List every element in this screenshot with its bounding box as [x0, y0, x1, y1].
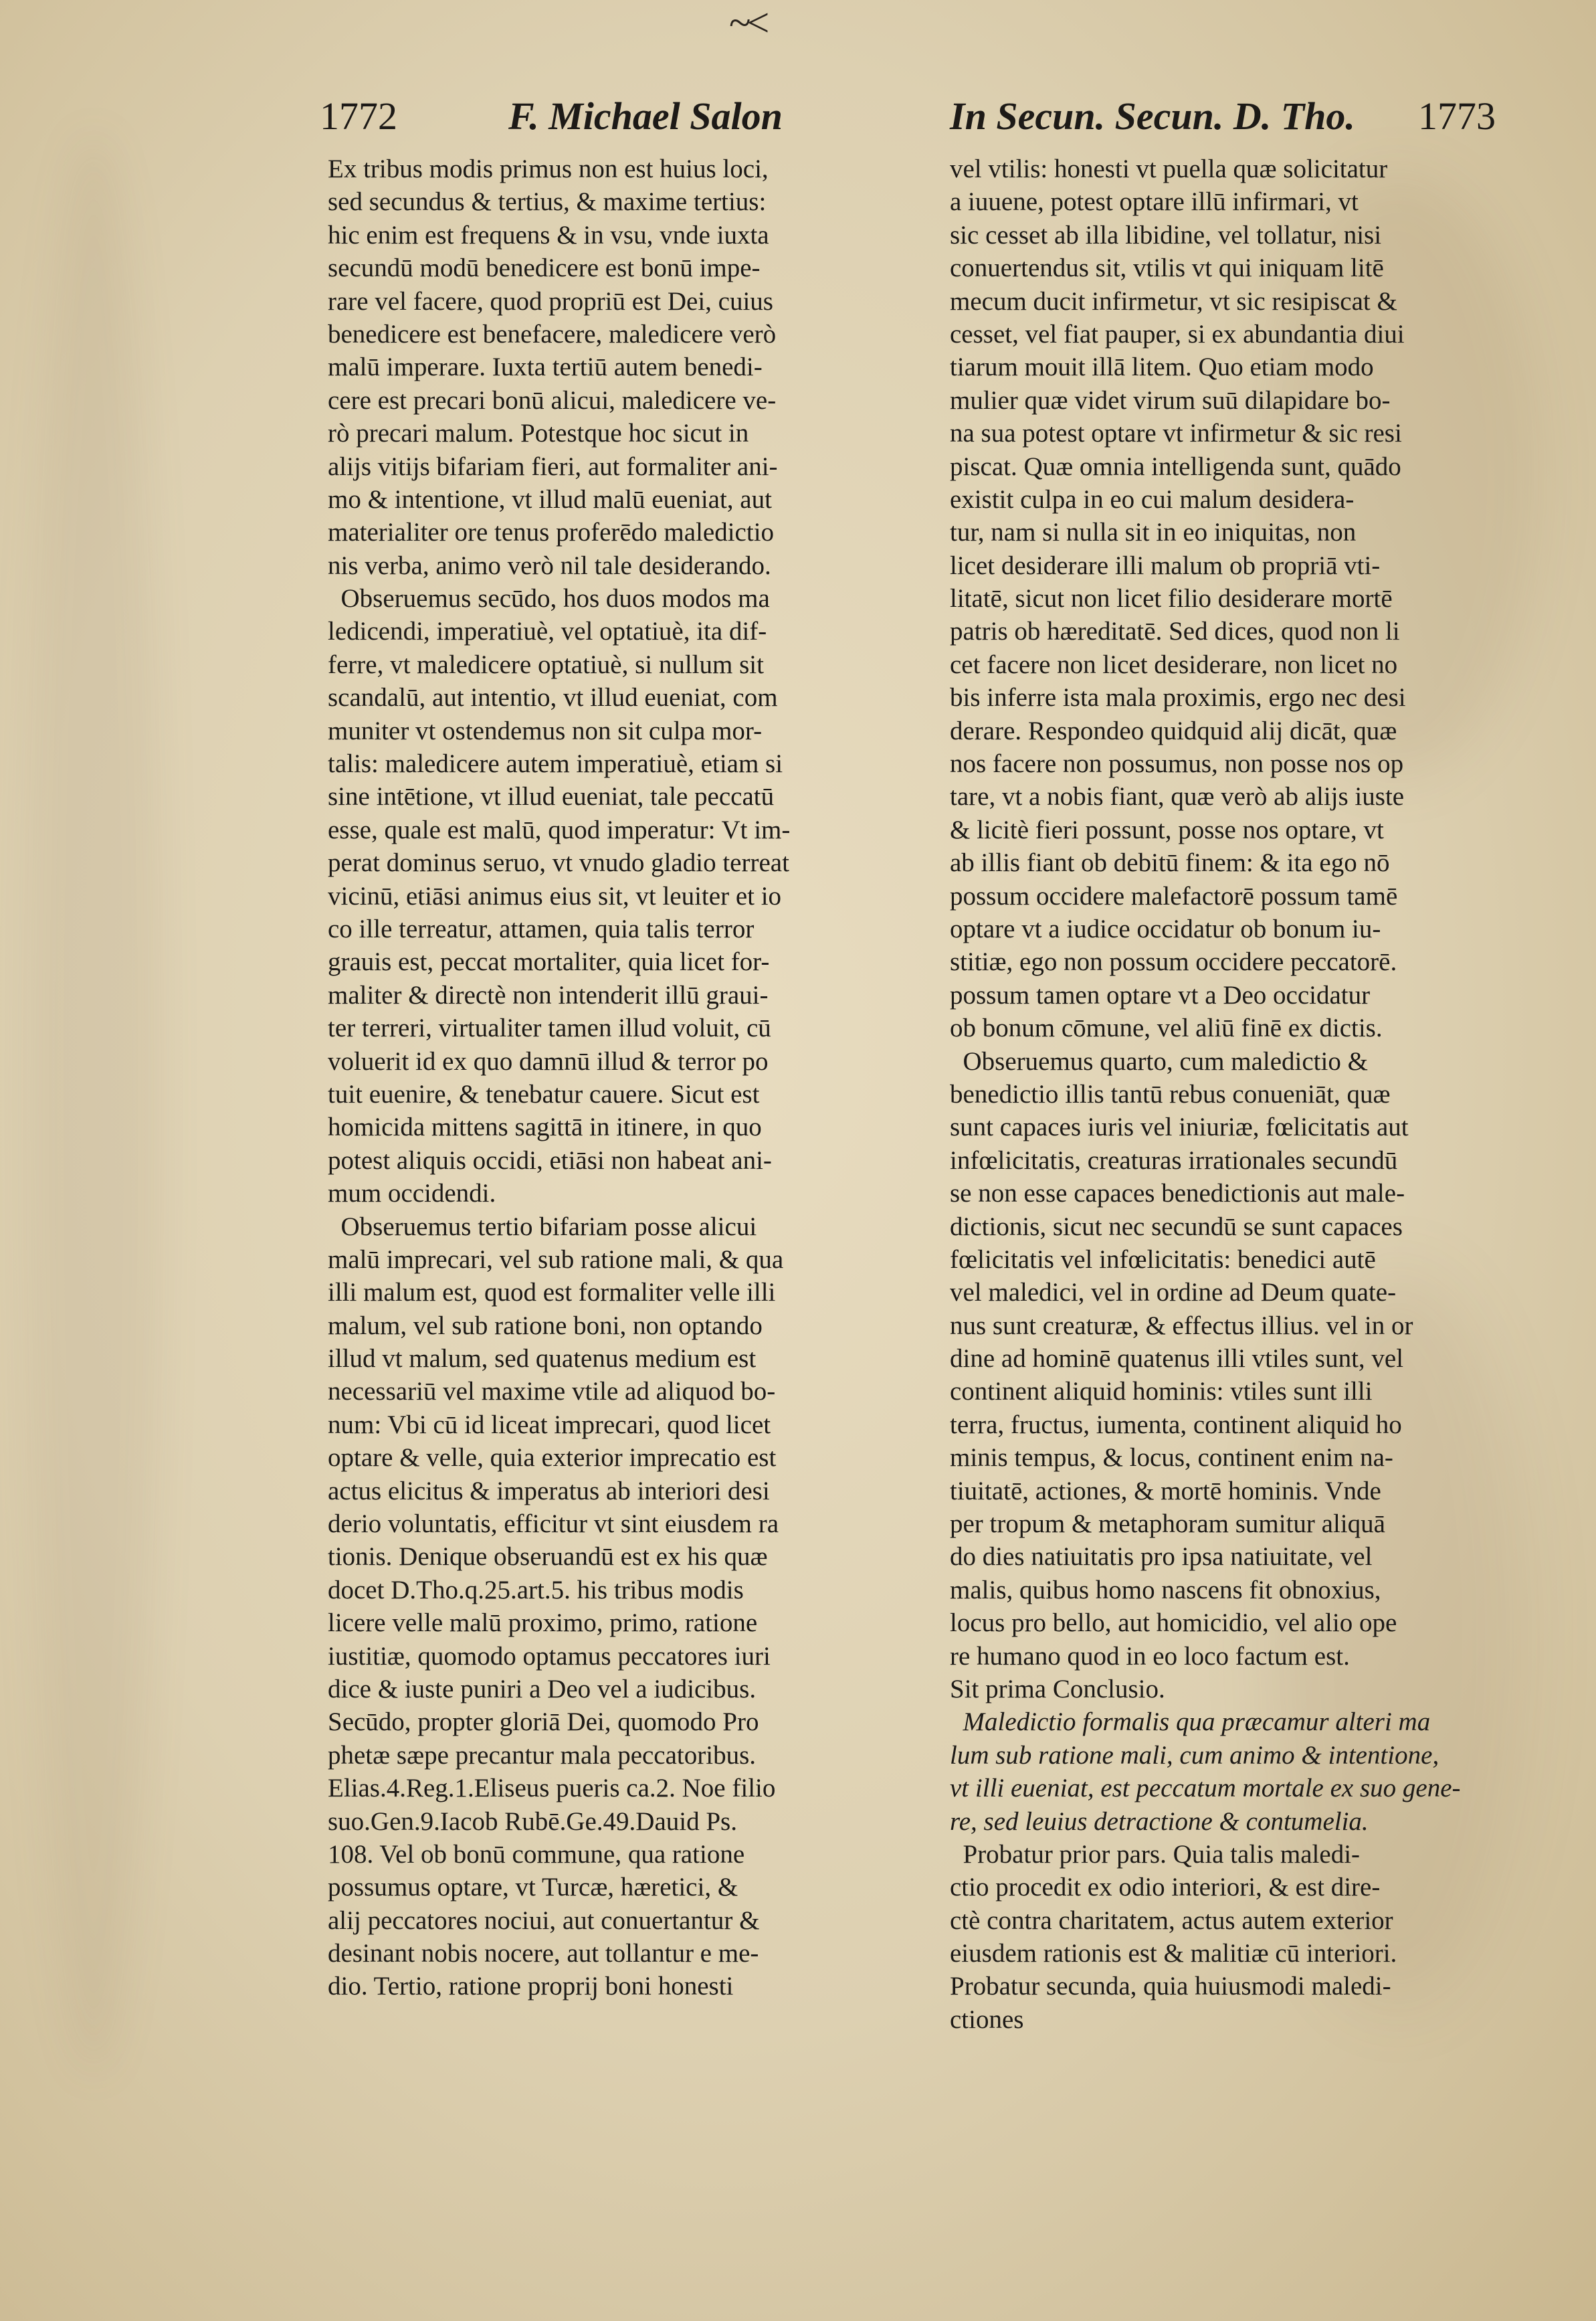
text-line: & licitè fieri possunt, posse nos optare, vt — [950, 815, 1384, 844]
text-line: tur, nam si nulla sit in eo iniquitas, non — [950, 518, 1357, 547]
text-line: maliter & directè non intenderit illū graui- — [328, 980, 769, 1010]
text-line: minis tempus, & locus, continent enim na- — [950, 1443, 1393, 1473]
paper-stain — [27, 134, 161, 2074]
text-line: alij peccatores nociui, aut conuertantur & — [328, 1906, 760, 1935]
running-title-right: In Secun. Secun. D. Tho. — [950, 94, 1355, 138]
right-text-column — [950, 153, 1461, 2036]
text-line: cet facere non licet desiderare, non licet no — [950, 650, 1398, 679]
text-line: nus sunt creaturæ, & effectus illius. vel in or — [950, 1311, 1413, 1340]
text-line: infœlicitatis, creaturas irrationales secundū — [950, 1145, 1398, 1175]
text-line: talis: maledicere autem imperatiuè, etiam si — [328, 749, 783, 779]
text-line: desinant nobis nocere, aut tollantur e me- — [328, 1939, 759, 1968]
running-header — [0, 94, 1596, 147]
text-line: cesset, vel fiat pauper, si ex abundantia diui — [950, 319, 1405, 349]
text-line: ctio procedit ex odio interiori, & est dire- — [950, 1873, 1381, 1902]
text-line: re, sed leuius detractione & contumelia. — [950, 1806, 1369, 1836]
text-line: vicinū, etiāsi animus eius sit, vt leuiter et io — [328, 881, 782, 911]
text-line: suo.Gen.9.Iacob Rubē.Ge.49.Dauid Ps. — [328, 1806, 737, 1836]
text-line: dio. Tertio, ratione proprij boni honesti — [328, 1972, 734, 2001]
text-line: patris ob hæreditatē. Sed dices, quod non li — [950, 617, 1400, 646]
text-line: Maledictio formalis qua præcamur alteri ma — [950, 1707, 1431, 1737]
text-line: co ille terreatur, attamen, quia talis terror — [328, 914, 755, 943]
text-line: benedictio illis tantū rebus conueniāt, quæ — [950, 1079, 1391, 1109]
text-line: re humano quod in eo loco factum est. — [950, 1641, 1350, 1671]
text-line: possumus optare, vt Turcæ, hæretici, & — [328, 1873, 738, 1902]
text-line: sunt capaces iuris vel iniuriæ, fœlicitatis aut — [950, 1113, 1409, 1142]
text-line: possum tamen optare vt a Deo occidatur — [950, 980, 1371, 1010]
text-line: sic cesset ab illa libidine, vel tollatur, nisi — [950, 220, 1382, 250]
text-line: possum occidere malefactorē possum tamē — [950, 881, 1398, 911]
text-line: sed secundus & tertius, & maxime tertius: — [328, 187, 767, 217]
text-line: bis inferre ista mala proximis, ergo nec desi — [950, 683, 1406, 713]
text-line: Ex tribus modis primus non est huius loci, — [328, 155, 769, 183]
text-line: nis verba, animo verò nil tale desiderando. — [328, 551, 771, 580]
text-line: malum, vel sub ratione boni, non optando — [328, 1311, 763, 1340]
text-line: licere velle malū proximo, primo, ratione — [328, 1608, 758, 1638]
text-line: vt illi eueniat, est peccatum mortale ex suo gene- — [950, 1774, 1461, 1803]
text-line: vel maledici, vel in ordine ad Deum quate- — [950, 1278, 1397, 1307]
text-line: locus pro bello, aut homicidio, vel alio ope — [950, 1608, 1397, 1638]
text-line: perat dominus seruo, vt vnudo gladio terreat — [328, 848, 789, 878]
text-line: Probatur prior pars. Quia talis maledi- — [950, 1839, 1361, 1869]
text-line: nos facere non possumus, non posse nos op — [950, 749, 1404, 779]
text-line: piscat. Quæ omnia intelligenda sunt, quādo — [950, 452, 1401, 481]
text-line: se non esse capaces benedictionis aut male- — [950, 1179, 1405, 1208]
text-line: Obseruemus secūdo, hos duos modos ma — [328, 584, 770, 614]
text-line: ter terreri, virtualiter tamen illud voluit, cū — [328, 1014, 771, 1043]
text-line: tuit euenire, & tenebatur cauere. Sicut est — [328, 1079, 760, 1109]
text-line: tionis. Denique obseruandū est ex his quæ — [328, 1542, 768, 1572]
text-line: ab illis fiant ob debitū finem: & ita ego nō — [950, 848, 1390, 878]
text-line: Obseruemus quarto, cum maledictio & — [950, 1046, 1368, 1076]
text-line: tiarum mouit illā litem. Quo etiam modo — [950, 353, 1374, 382]
text-line: vel vtilis: honesti vt puella quæ solicitatur — [950, 155, 1388, 183]
text-line: Secūdo, propter gloriā Dei, quomodo Pro — [328, 1707, 759, 1737]
text-line: mo & intentione, vt illud malū eueniat, aut — [328, 484, 772, 514]
running-title-left: F. Michael Salon — [508, 94, 783, 138]
text-line: stitiæ, ego non possum occidere peccatorē. — [950, 947, 1397, 977]
text-line: lum sub ratione mali, cum animo & intentione, — [950, 1740, 1439, 1770]
text-line: grauis est, peccat mortaliter, quia licet for- — [328, 947, 770, 977]
text-line: scandalū, aut intentio, vt illud eueniat, com — [328, 683, 778, 713]
text-line: illi malum est, quod est formaliter velle illi — [328, 1278, 776, 1307]
top-ornament: ~< — [729, 1, 766, 45]
text-line: litatē, sicut non licet filio desiderare mortē — [950, 584, 1393, 614]
text-line: eiusdem rationis est & malitiæ cū interiori. — [950, 1939, 1397, 1968]
text-line: 108. Vel ob bonū commune, qua ratione — [328, 1839, 745, 1869]
text-line: Elias.4.Reg.1.Eliseus pueris ca.2. Noe filio — [328, 1774, 776, 1803]
text-line: iustitiæ, quomodo optamus peccatores iuri — [328, 1641, 771, 1671]
text-line: derare. Respondeo quidquid alij dicāt, quæ — [950, 716, 1397, 745]
text-line: ledicendi, imperatiuè, vel optatiuè, ita dif- — [328, 617, 767, 646]
text-line: continent aliquid hominis: vtiles sunt illi — [950, 1377, 1373, 1406]
text-line: mum occidendi. — [328, 1179, 496, 1208]
text-line: actus elicitus & imperatus ab interiori desi — [328, 1476, 770, 1505]
text-line: existit culpa in eo cui malum desidera- — [950, 484, 1355, 514]
text-line: optare & velle, quia exterior imprecatio est — [328, 1443, 777, 1473]
text-line: derio voluntatis, efficitur vt sint eiusdem ra — [328, 1509, 779, 1539]
text-line: muniter vt ostendemus non sit culpa mor- — [328, 716, 763, 745]
text-line: docet D.Tho.q.25.art.5. his tribus modis — [328, 1575, 744, 1604]
text-line: illud vt malum, sed quatenus medium est — [328, 1344, 757, 1374]
page-number-right: 1773 — [1418, 94, 1496, 138]
text-line: malū imperare. Iuxta tertiū autem benedi- — [328, 353, 763, 382]
text-line: ob bonum cōmune, vel aliū finē ex dictis. — [950, 1014, 1383, 1043]
text-line: homicida mittens sagittā in itinere, in quo — [328, 1113, 762, 1142]
text-line: malū imprecari, vel sub ratione mali, & qua — [328, 1244, 784, 1274]
text-line: potest aliquis occidi, etiāsi non habeat ani- — [328, 1145, 772, 1175]
text-line: malis, quibus homo nascens fit obnoxius, — [950, 1575, 1381, 1604]
text-line: esse, quale est malū, quod imperatur: Vt im- — [328, 815, 791, 844]
text-line: rò precari malum. Potestque hoc sicut in — [328, 419, 749, 448]
text-line: rare vel facere, quod propriū est Dei, cuius — [328, 286, 773, 316]
left-text-column — [328, 153, 790, 2003]
text-line: dice & iuste puniri a Deo vel a iudicibus. — [328, 1674, 757, 1703]
text-line: dine ad hominē quatenus illi vtiles sunt, vel — [950, 1344, 1404, 1374]
text-line: a iuuene, potest optare illū infirmari, vt — [950, 187, 1359, 217]
text-line: terra, fructus, iumenta, continent aliquid ho — [950, 1410, 1402, 1439]
text-line: na sua potest optare vt infirmetur & sic resi — [950, 419, 1402, 448]
text-line: ctè contra charitatem, actus autem exterior — [950, 1906, 1393, 1935]
text-line: tiuitatē, actiones, & mortē hominis. Vnde — [950, 1476, 1381, 1505]
text-line: do dies natiuitatis pro ipsa natiuitate, vel — [950, 1542, 1373, 1572]
text-line: benedicere est benefacere, maledicere verò — [328, 319, 777, 349]
text-line: necessariū vel maxime vtile ad aliquod bo- — [328, 1377, 776, 1406]
text-line: ferre, vt maledicere optatiuè, si nullum sit — [328, 650, 764, 679]
text-line: sine intētione, vt illud eueniat, tale peccatū — [328, 782, 775, 812]
text-line: voluerit id ex quo damnū illud & terror po — [328, 1046, 769, 1076]
text-line: Sit prima Conclusio. — [950, 1674, 1165, 1703]
text-line: Probatur secunda, quia huiusmodi maledi- — [950, 1972, 1391, 2001]
text-line: phetæ sæpe precantur mala peccatoribus. — [328, 1740, 757, 1770]
text-line: dictionis, sicut nec secundū se sunt capaces — [950, 1212, 1403, 1241]
text-line: fœlicitatis vel infœlicitatis: benedici autē — [950, 1244, 1376, 1274]
text-line: mecum ducit infirmetur, vt sic resipiscat & — [950, 286, 1397, 316]
text-line: alijs vitijs bifariam fieri, aut formaliter ani- — [328, 452, 778, 481]
text-line: num: Vbi cū id liceat imprecari, quod licet — [328, 1410, 771, 1439]
text-line: conuertendus sit, vtilis vt qui iniquam litē — [950, 254, 1384, 283]
text-line: materialiter ore tenus proferēdo maledictio — [328, 518, 775, 547]
text-line: cere est precari bonū alicui, maledicere ve- — [328, 385, 777, 415]
text-line: optare vt a iudice occidatur ob bonum iu- — [950, 914, 1381, 943]
text-line: per tropum & metaphoram sumitur aliquā — [950, 1509, 1385, 1539]
page-number-left: 1772 — [320, 94, 397, 138]
text-line: licet desiderare illi malum ob propriā vti- — [950, 551, 1381, 580]
text-line: hic enim est frequens & in vsu, vnde iuxta — [328, 220, 769, 250]
text-line: Obseruemus tertio bifariam posse alicui — [328, 1212, 757, 1241]
text-line: ctiones — [950, 2005, 1024, 2034]
text-line: secundū modū benedicere est bonū impe- — [328, 254, 761, 283]
text-line: tare, vt a nobis fiant, quæ verò ab alijs iuste — [950, 782, 1405, 812]
text-line: mulier quæ videt virum suū dilapidare bo- — [950, 385, 1391, 415]
